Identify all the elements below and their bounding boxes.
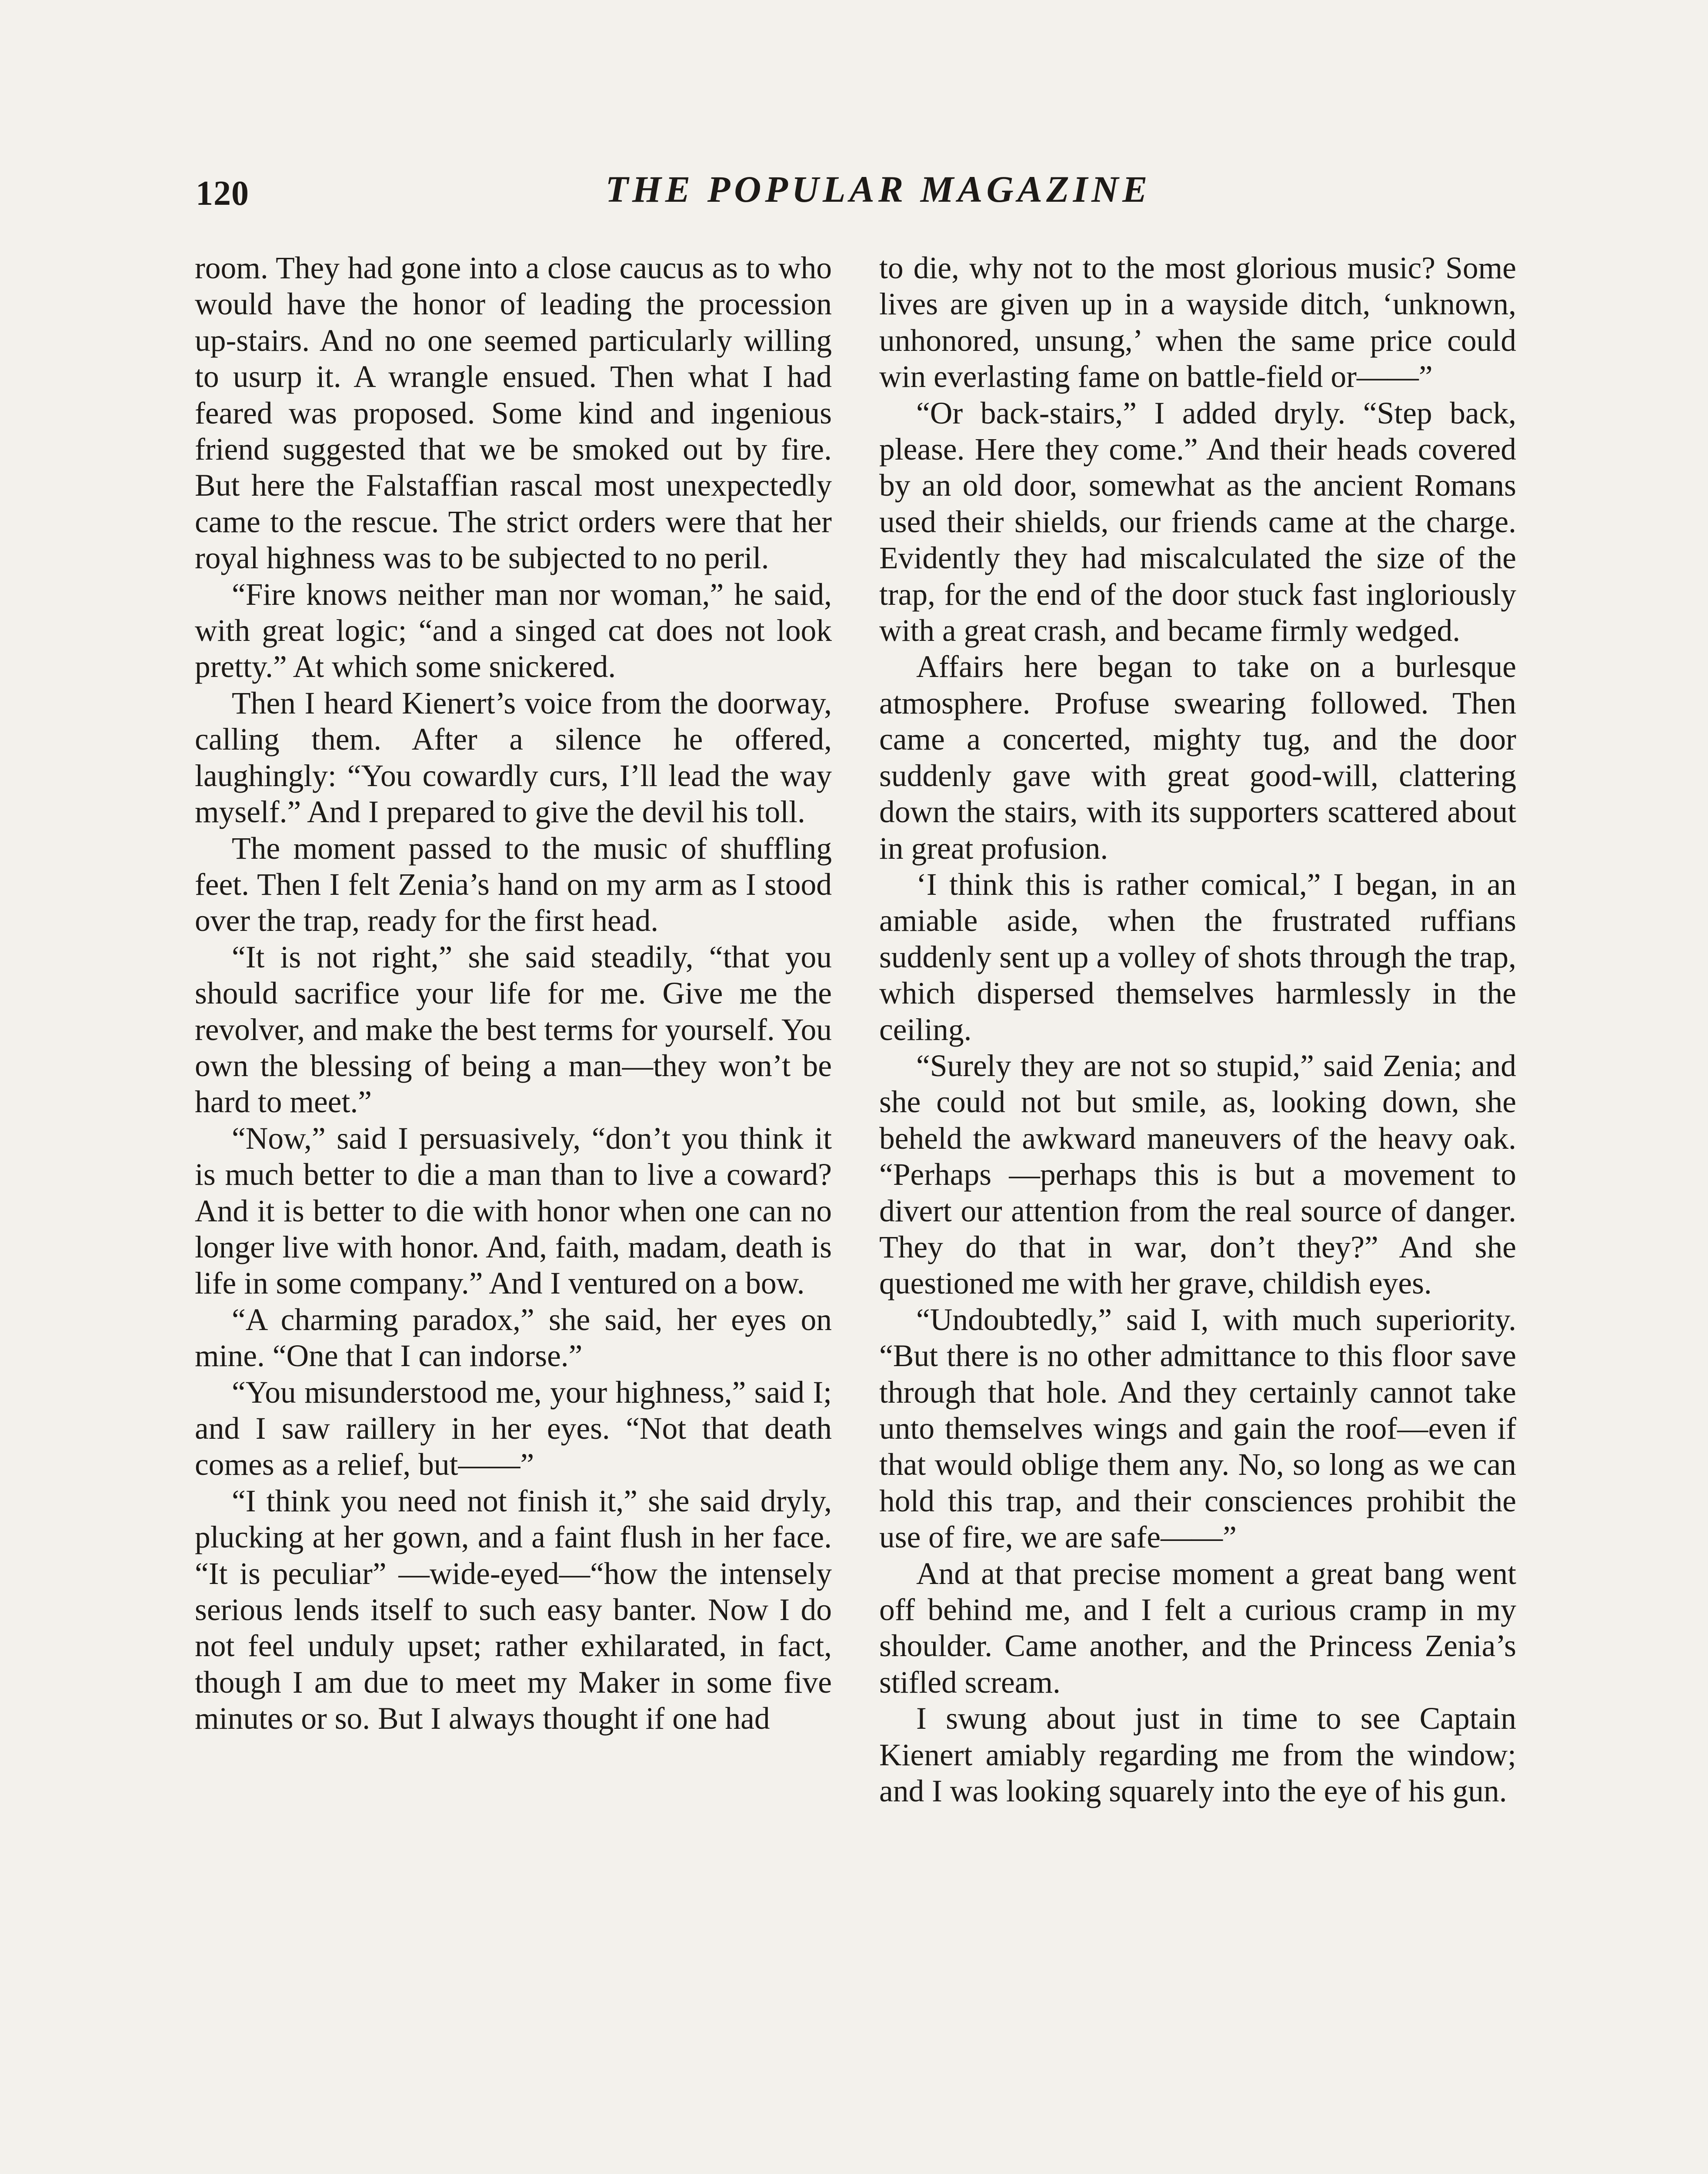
paragraph: Then I heard Kienert’s voice from the doorway, calling them. After a silence he offered, laughingly: “You cowardly curs, I’ll lead the way myself.” And I prepared to give the devil his toll. [195, 686, 832, 830]
paragraph: “You misunderstood me, your highness,” said I; and I saw raillery in her eyes. “Not that death comes as a relief, but——” [195, 1375, 832, 1482]
paragraph: “Undoubtedly,” said I, with much superiority. “But there is no other admittance to this floor save through that hole. And they certainly cannot take unto themselves wings and gain the roof—even if that would oblige them any. No, so long as we can hold this trap, and their consciences prohibit the use of fire, we are safe——” [879, 1302, 1516, 1555]
paragraph: room. They had gone into a close caucus as to who would have the honor of leading the procession up-stairs. And no one seemed particularly willing to usurp it. A wrangle ensued. Then what I had feared was proposed. Some kind and ingenious friend suggested that we be smoked out by fire. But here the Falstaffian rascal most unexpectedly came to the rescue. The strict orders were that her royal highness was to be subjected to no peril. [195, 251, 832, 576]
paragraph: “Surely they are not so stupid,” said Zenia; and she could not but smile, as, looking down, she beheld the awkward maneuvers of the heavy oak. “Perhaps —perhaps this is but a movement to divert our attention from the real source of danger. They do that in war, don’t they?” And she questioned me with her grave, childish eyes. [879, 1048, 1516, 1301]
paragraph: Affairs here began to take on a burlesque atmosphere. Profuse swearing followed. Then came a concerted, mighty tug, and the door suddenly gave with great good-will, clattering down the stairs, with its supporters scattered about in great profusion. [879, 650, 1516, 866]
paragraph: “It is not right,” she said steadily, “that you should sacrifice your life for me. Give me the revolver, and make the best terms for yourself. You own the blessing of being a man—they won’t be hard to meet.” [195, 940, 832, 1120]
paragraph: I swung about just in time to see Captain Kienert amiably regarding me from the window; and I was looking squarely into the eye of his gun. [879, 1701, 1516, 1809]
paragraph: “I think you need not finish it,” she said dryly, plucking at her gown, and a faint flush in her face. “It is peculiar” —wide-eyed—“how the intensely serious lends itself to such easy banter. Now I do not feel unduly upset; rather exhilarated, in fact, though I am due to meet my Maker in some five minutes or so. But I always thought if one had [195, 1484, 832, 1736]
paragraph: “Now,” said I persuasively, “don’t you think it is much better to die a man than to live a coward? And it is better to die with honor when one can no longer live with honor. And, faith, madam, death is life in some company.” And I ventured on a bow. [195, 1121, 832, 1301]
paragraph: ‘I think this is rather comical,” I began, in an amiable aside, when the frustrated ruffians suddenly sent up a volley of shots through the trap, which dispersed themselves harmlessly in the ceiling. [879, 867, 1516, 1047]
page-number: 120 [196, 174, 249, 213]
paragraph: The moment passed to the music of shuffling feet. Then I felt Zenia’s hand on my arm as I stood over the trap, ready for the first head. [195, 831, 832, 938]
running-head-title: THE POPULAR MAGAZINE [605, 168, 1151, 210]
text-column-left [195, 250, 832, 1737]
paragraph: “A charming paradox,” she said, her eyes on mine. “One that I can indorse.” [195, 1302, 832, 1374]
paragraph: And at that precise moment a great bang went off behind me, and I felt a curious cramp in my shoulder. Came another, and the Princess Zenia’s stifled scream. [879, 1556, 1516, 1700]
paragraph: to die, why not to the most glorious music? Some lives are given up in a wayside ditch, ‘unknown, unhonored, unsung,’ when the same price could win everlasting fame on battle-field or——” [879, 251, 1516, 394]
paragraph: “Or back-stairs,” I added dryly. “Step back, please. Here they come.” And their heads covered by an old door, somewhat as the ancient Romans used their shields, our friends came at the charge. Evidently they had miscalculated the size of the trap, for the end of the door stuck fast ingloriously with a great crash, and became firmly wedged. [879, 396, 1516, 648]
text-column-right [879, 250, 1516, 1809]
paragraph: “Fire knows neither man nor woman,” he said, with great logic; “and a singed cat does not look pretty.” At which some snickered. [195, 577, 832, 684]
